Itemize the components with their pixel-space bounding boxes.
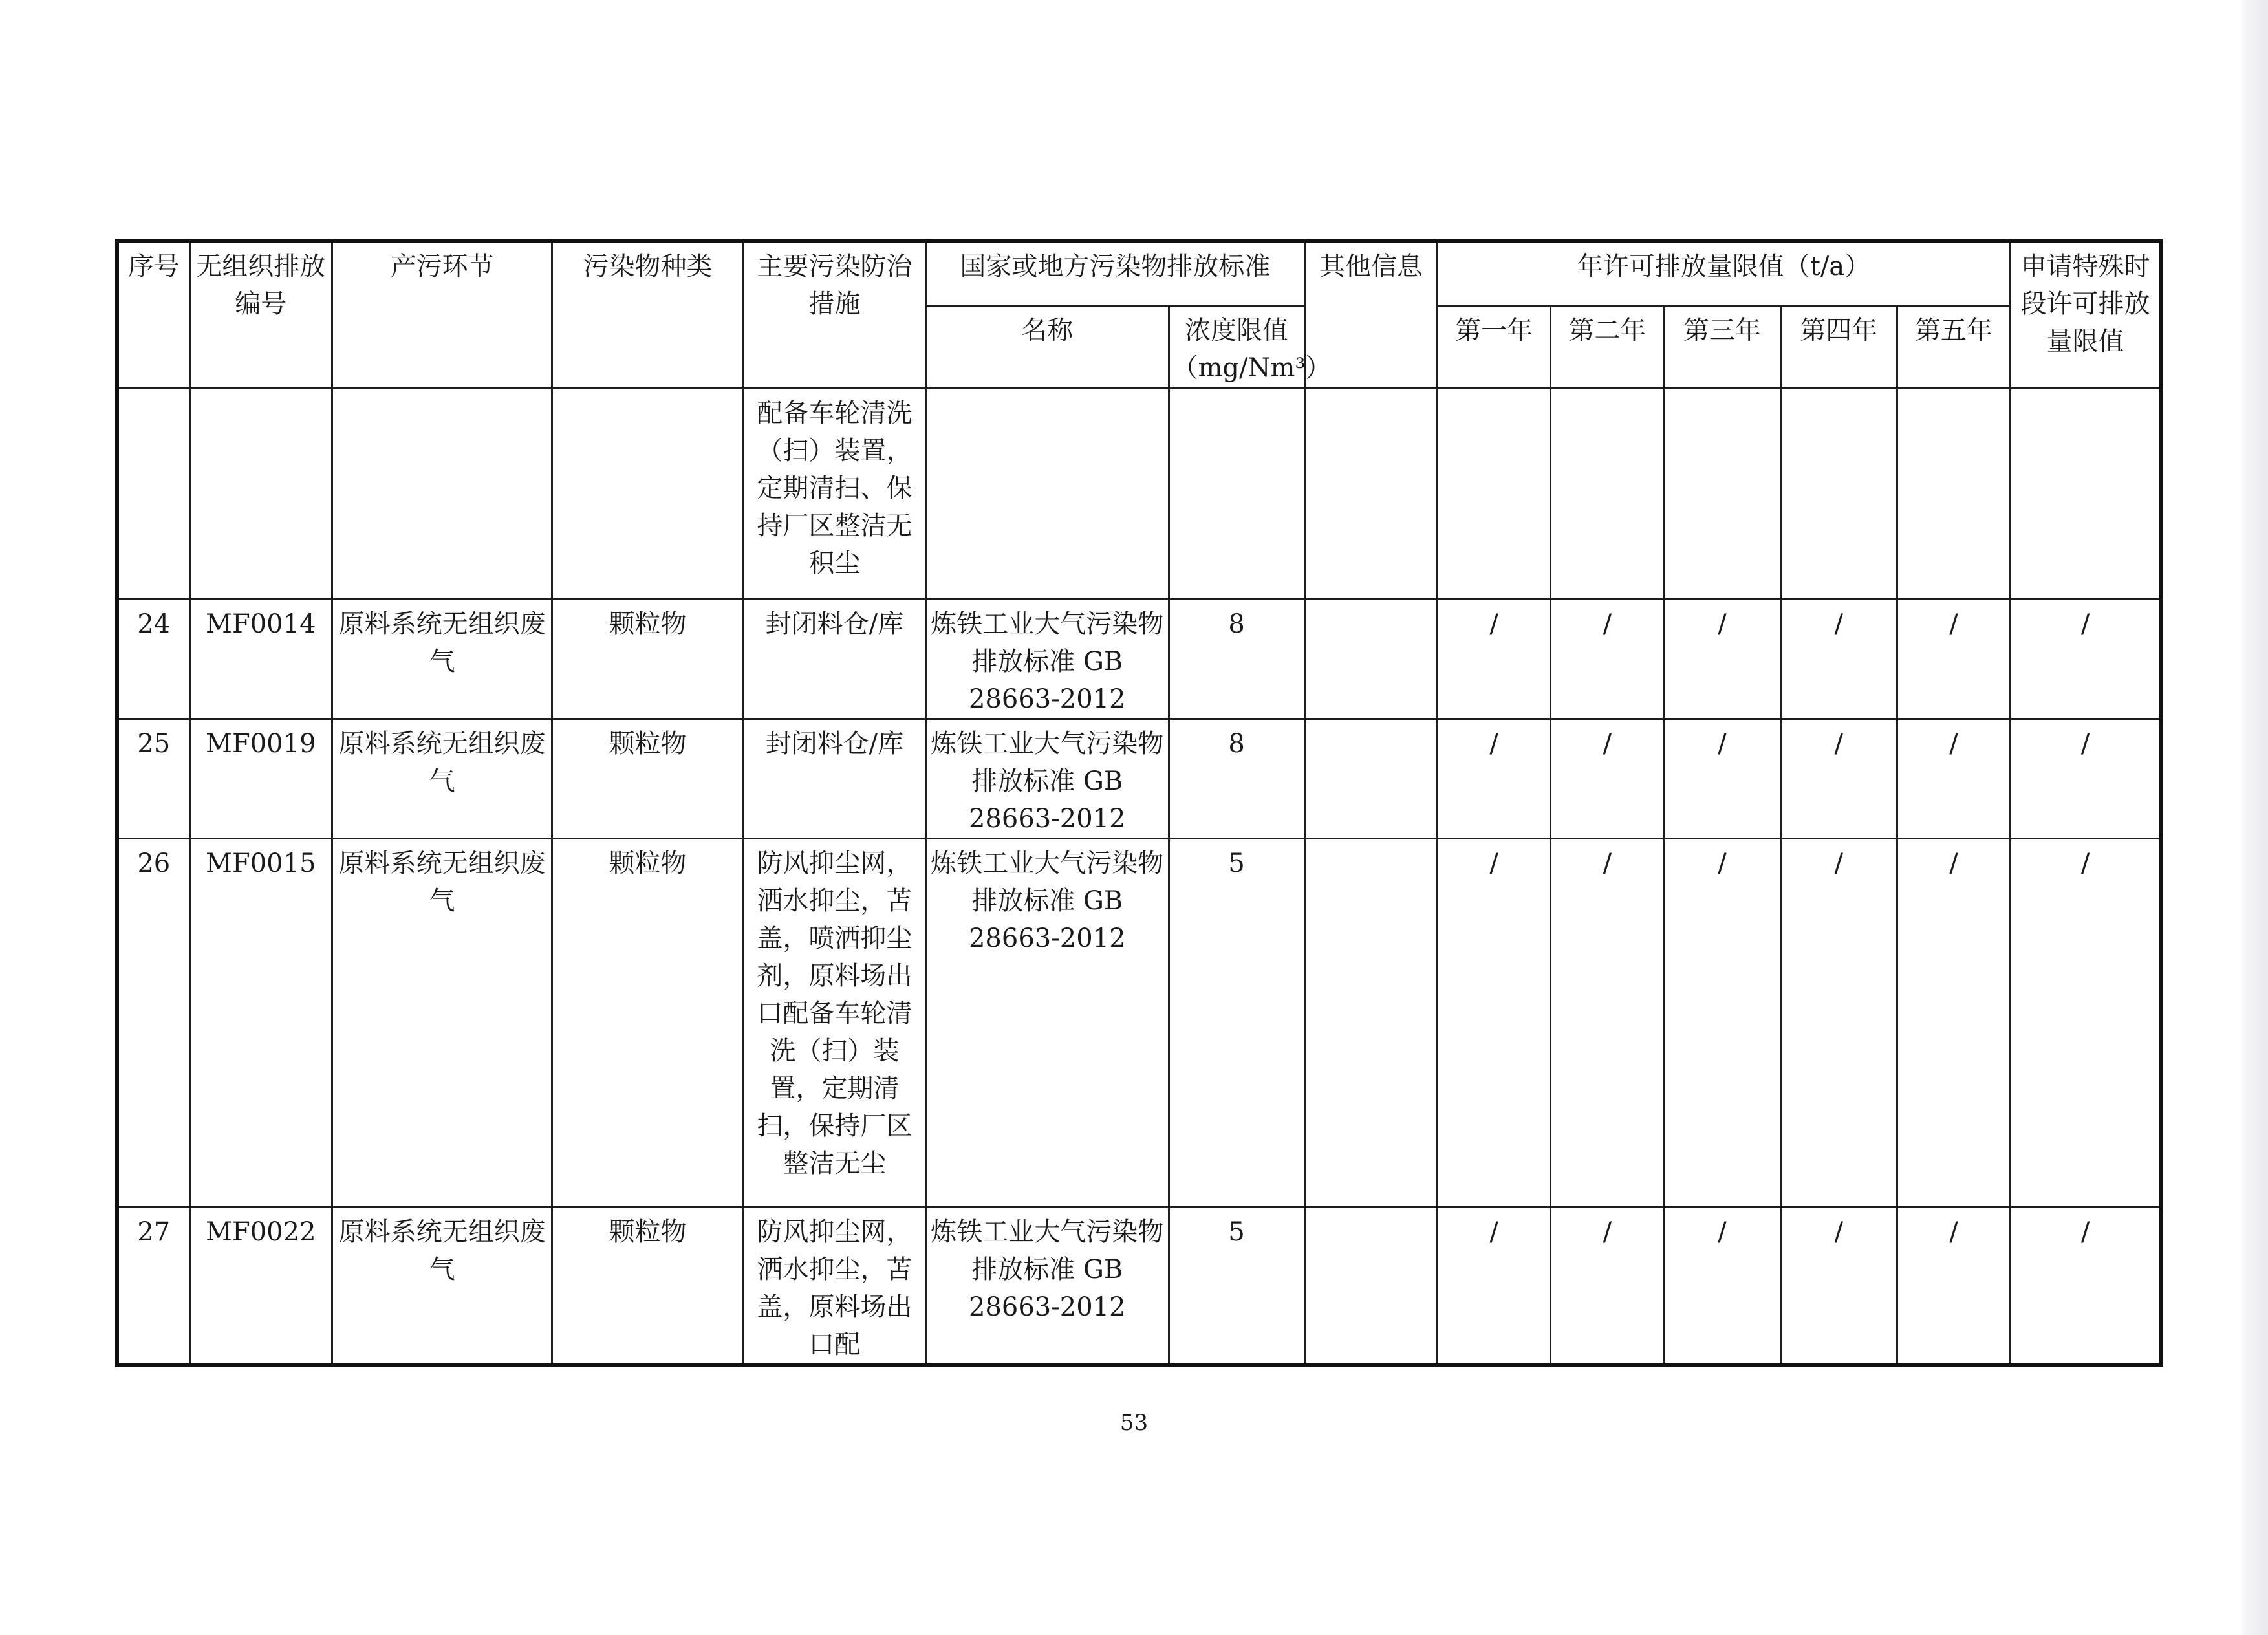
cell-year5 (1897, 388, 2010, 599)
cell-seq: 27 (117, 1207, 189, 1365)
cell-code: MF0015 (189, 838, 332, 1207)
cell-process: 原料系统无组织废气 (332, 1207, 552, 1365)
cell-year4: / (1780, 1207, 1897, 1365)
cell-year3: / (1664, 719, 1780, 838)
scan-edge-shadow (2242, 0, 2268, 1635)
cell-other (1304, 1207, 1437, 1365)
table-row (117, 1207, 2161, 1365)
cell-limit: 5 (1169, 1207, 1304, 1365)
cell-seq: 26 (117, 838, 189, 1207)
header-std-name: 名称 (926, 305, 1169, 388)
cell-special: / (2011, 599, 2161, 719)
header-other: 其他信息 (1304, 241, 1437, 388)
table-row (117, 388, 2161, 599)
header-year4: 第四年 (1780, 305, 1897, 388)
cell-measures: 配备车轮清洗（扫）装置，定期清扫、保持厂区整洁无积尘 (743, 388, 925, 599)
header-annual-group: 年许可排放量限值（t/a） (1438, 241, 2011, 305)
cell-special: / (2011, 838, 2161, 1207)
cell-limit: 8 (1169, 719, 1304, 838)
cell-other (1304, 838, 1437, 1207)
cell-year4: / (1780, 838, 1897, 1207)
cell-code: MF0022 (189, 1207, 332, 1365)
cell-process: 原料系统无组织废气 (332, 838, 552, 1207)
cell-year3 (1664, 388, 1780, 599)
cell-seq: 24 (117, 599, 189, 719)
header-standard-group: 国家或地方污染物排放标准 (926, 241, 1305, 305)
cell-year1: / (1438, 838, 1551, 1207)
header-measures: 主要污染防治措施 (743, 241, 925, 388)
cell-year5: / (1897, 838, 2010, 1207)
cell-other (1304, 388, 1437, 599)
cell-process (332, 388, 552, 599)
cell-pollutant: 颗粒物 (552, 719, 743, 838)
cell-code: MF0014 (189, 599, 332, 719)
cell-special (2011, 388, 2161, 599)
header-year1: 第一年 (1438, 305, 1551, 388)
cell-year1 (1438, 388, 1551, 599)
header-process: 产污环节 (332, 241, 552, 388)
header-year3: 第三年 (1664, 305, 1780, 388)
cell-limit: 8 (1169, 599, 1304, 719)
cell-measures: 防风抑尘网，洒水抑尘，苫盖，原料场出口配 (743, 1207, 925, 1365)
cell-year4: / (1780, 719, 1897, 838)
emission-permit-table (115, 239, 2163, 1367)
cell-measures: 防风抑尘网，洒水抑尘，苫盖，喷洒抑尘剂，原料场出口配备车轮清洗（扫）装置，定期清扫，保持厂区整洁无尘 (743, 838, 925, 1207)
table-row (117, 599, 2161, 719)
cell-year5: / (1897, 1207, 2010, 1365)
cell-process: 原料系统无组织废气 (332, 599, 552, 719)
cell-process: 原料系统无组织废气 (332, 719, 552, 838)
cell-code (189, 388, 332, 599)
cell-std-name (926, 388, 1169, 599)
cell-code: MF0019 (189, 719, 332, 838)
cell-pollutant (552, 388, 743, 599)
cell-pollutant: 颗粒物 (552, 1207, 743, 1365)
cell-special: / (2011, 1207, 2161, 1365)
header-year2: 第二年 (1551, 305, 1664, 388)
cell-year1: / (1438, 599, 1551, 719)
cell-year1: / (1438, 719, 1551, 838)
cell-pollutant: 颗粒物 (552, 838, 743, 1207)
cell-std-name: 炼铁工业大气污染物排放标准 GB 28663-2012 (926, 838, 1169, 1207)
cell-measures: 封闭料仓/库 (743, 719, 925, 838)
table-row (117, 719, 2161, 838)
cell-year4 (1780, 388, 1897, 599)
cell-year5: / (1897, 599, 2010, 719)
cell-limit: 5 (1169, 838, 1304, 1207)
cell-special: / (2011, 719, 2161, 838)
cell-year2: / (1551, 599, 1664, 719)
header-pollutant: 污染物种类 (552, 241, 743, 388)
cell-measures: 封闭料仓/库 (743, 599, 925, 719)
cell-year4: / (1780, 599, 1897, 719)
cell-std-name: 炼铁工业大气污染物排放标准 GB 28663-2012 (926, 1207, 1169, 1365)
header-seq: 序号 (117, 241, 189, 388)
cell-year2: / (1551, 719, 1664, 838)
cell-year2 (1551, 388, 1664, 599)
cell-limit (1169, 388, 1304, 599)
cell-year2: / (1551, 838, 1664, 1207)
cell-seq: 25 (117, 719, 189, 838)
header-year5: 第五年 (1897, 305, 2010, 388)
cell-year1: / (1438, 1207, 1551, 1365)
cell-year3: / (1664, 838, 1780, 1207)
cell-year3: / (1664, 599, 1780, 719)
cell-other (1304, 719, 1437, 838)
header-special: 申请特殊时段许可排放量限值 (2011, 241, 2161, 388)
page-number: 53 (1119, 1410, 1149, 1436)
table-row (117, 838, 2161, 1207)
cell-other (1304, 599, 1437, 719)
cell-year2: / (1551, 1207, 1664, 1365)
cell-pollutant: 颗粒物 (552, 599, 743, 719)
cell-std-name: 炼铁工业大气污染物排放标准 GB 28663-2012 (926, 599, 1169, 719)
cell-year3: / (1664, 1207, 1780, 1365)
cell-year5: / (1897, 719, 2010, 838)
cell-std-name: 炼铁工业大气污染物排放标准 GB 28663-2012 (926, 719, 1169, 838)
header-std-limit: 浓度限值（mg/Nm³） (1169, 305, 1304, 388)
header-code: 无组织排放编号 (189, 241, 332, 388)
cell-seq (117, 388, 189, 599)
